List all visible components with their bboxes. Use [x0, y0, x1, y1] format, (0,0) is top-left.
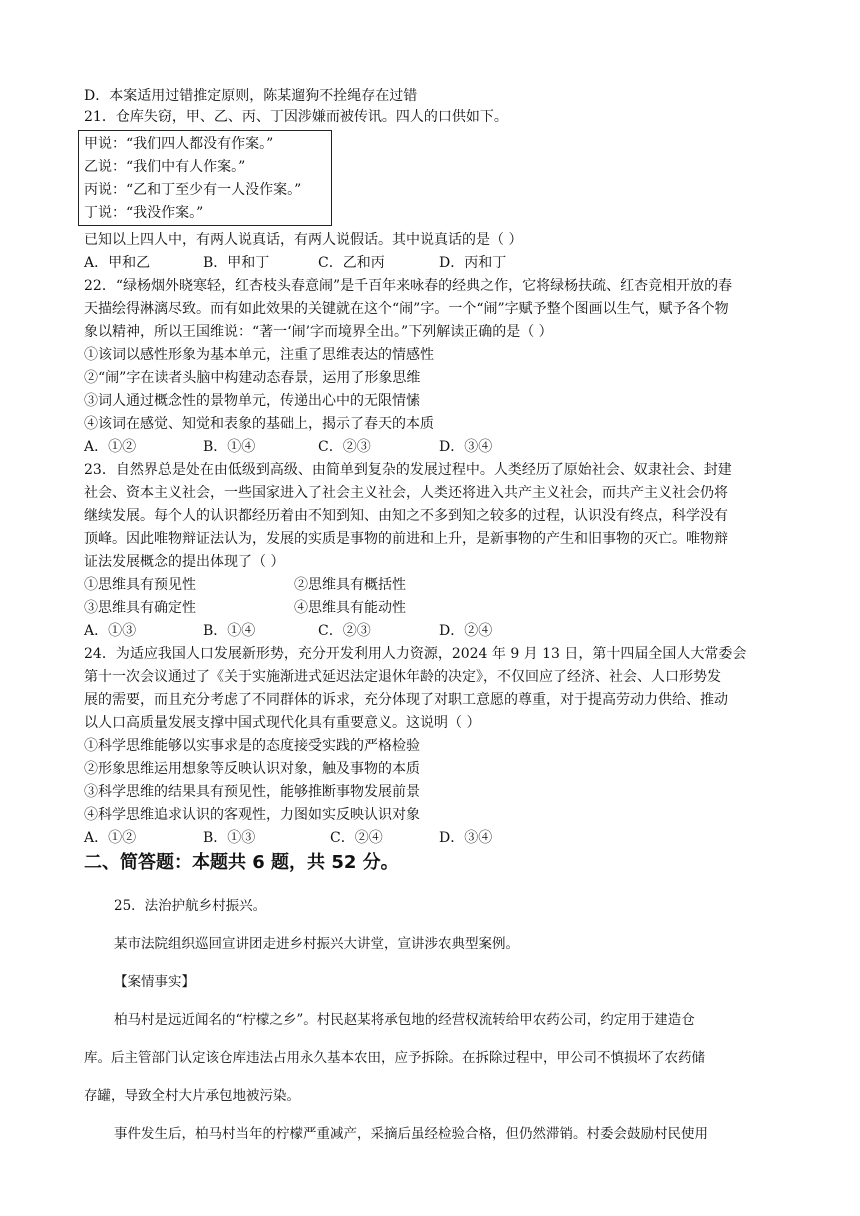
q22-stem-line: 22．“绿杨烟外晓寒轻，红杏枝头春意闹”是千百年来咏春的经典之作，它将绿杨扶疏、红杏竞相开放的春: [84, 278, 733, 294]
q22-statement: ①该词以感性形象为基本单元，注重了思维表达的情感性: [84, 347, 434, 363]
q24-statement: ①科学思维能够以实事求是的态度接受实践的严格检验: [84, 738, 420, 754]
q23-statement: ①思维具有预见性: [84, 577, 196, 593]
q22-option: C．②③: [318, 439, 371, 455]
section-title: 二、简答题：本题共 6 题，共 52 分。: [84, 852, 399, 873]
q22-statement: ④该词在感觉、知觉和表象的基础上，揭示了春天的本质: [84, 416, 434, 432]
q22-stem-line: 天描绘得淋漓尽致。而有如此效果的关键就在这个“闹”字。一个“闹”字赋予整个图画以生气，赋予各个物: [84, 301, 729, 317]
q22-statement: ②“闹”字在读者头脑中构建动态春景，运用了形象思维: [84, 370, 421, 386]
q23-stem-line: 23．自然界总是处在由低级到高级、由简单到复杂的发展过程中。人类经历了原始社会、奴隶社会、封建: [84, 462, 732, 478]
q23-stem-line: 顶峰。因此唯物辩证法认为，发展的实质是事物的前进和上升，是新事物的产生和旧事物的灭亡。唯物辩: [84, 531, 728, 547]
case-paragraph-line: 柏马村是远近闻名的“柠檬之乡”。村民赵某将承包地的经营权流转给甲农药公司，约定用于建造仓: [114, 1012, 695, 1028]
q20-option-d: D．本案适用过错推定原则，陈某遛狗不拴绳存在过错: [84, 88, 418, 104]
testimony-ding: 丁说：“我没作案。”: [84, 205, 204, 221]
testimony-yi: 乙说：“我们中有人作案。”: [84, 159, 246, 175]
q24-option: D．③④: [439, 830, 493, 846]
case-paragraph-line: 存罐，导致全村大片承包地被污染。: [84, 1088, 300, 1104]
q24-stem-line: 第十一次会议通过了《关于实施渐进式延迟法定退休年龄的决定》，不仅回应了经济、社会、人口形势发: [84, 669, 721, 685]
q24-statement: ④科学思维追求认识的客观性，力图如实反映认识对象: [84, 807, 420, 823]
case-paragraph-line: 事件发生后，柏马村当年的柠檬严重减产，采摘后虽经检验合格，但仍然滞销。村委会鼓励村民使用: [114, 1126, 708, 1142]
q22-option: B．①④: [203, 439, 256, 455]
q23-option: C．②③: [318, 623, 371, 639]
q24-stem-line: 24．为适应我国人口发展新形势，充分开发利用人力资源，2024 年 9 月 13 日，第十四届全国人大常委会: [84, 646, 747, 662]
q24-option: C．②④: [330, 830, 383, 846]
q23-stem-line: 社会、资本主义社会，一些国家进入了社会主义社会，人类还将进入共产主义社会，而共产主义社会仍将: [84, 485, 728, 501]
q23-statement: ③思维具有确定性: [84, 600, 196, 616]
q23-statement: ④思维具有能动性: [294, 600, 406, 616]
q21-option: B．甲和丁: [203, 255, 270, 271]
q24-stem-line: 以人口高质量发展支撑中国式现代化具有重要意义。这说明（ ）: [84, 715, 481, 731]
q23-statement: ②思维具有概括性: [294, 577, 406, 593]
q22-option: D．③④: [439, 439, 493, 455]
facts-heading: 【案情事实】: [114, 974, 195, 990]
q25-intro: 某市法院组织巡回宣讲团走进乡村振兴大讲堂，宣讲涉农典型案例。: [114, 936, 519, 952]
q22-statement: ③词人通过概念性的景物单元，传递出心中的无限情愫: [84, 393, 420, 409]
q24-option: A．①②: [84, 830, 137, 846]
q24-stem-line: 展的需要，而且充分考虑了不同群体的诉求，充分体现了对职工意愿的尊重，对于提高劳动力供给、推动: [84, 692, 728, 708]
q23-stem-line: 继续发展。每个人的认识都经历着由不知到知、由知之不多到知之较多的过程，认识没有终点，科学没有: [84, 508, 728, 524]
q23-option: B．①④: [203, 623, 256, 639]
testimony-bing: 丙说：“乙和丁至少有一人没作案。”: [84, 182, 302, 198]
q25-title: 25．法治护航乡村振兴。: [114, 898, 267, 914]
q23-option: A．①③: [84, 623, 137, 639]
q23-stem-line: 证法发展概念的提出体现了（ ）: [84, 554, 285, 570]
q23-option: D．②④: [439, 623, 493, 639]
q21-question: 已知以上四人中，有两人说真话，有两人说假话。其中说真话的是（ ）: [84, 232, 523, 248]
q21-option: D．丙和丁: [439, 255, 507, 271]
q24-statement: ③科学思维的结果具有预见性，能够推断事物发展前景: [84, 784, 420, 800]
testimony-jia: 甲说：“我们四人都没有作案。”: [84, 136, 274, 152]
q21-option: A．甲和乙: [84, 255, 151, 271]
q22-stem-line: 象以精神，所以王国维说：“著一‘闹’字而境界全出。”下列解读正确的是（ ）: [84, 324, 553, 340]
q21-testimony-box: [78, 130, 332, 226]
q21-stem: 21．仓库失窃，甲、乙、丙、丁因涉嫌而被传讯。四人的口供如下。: [84, 109, 508, 125]
q24-statement: ②形象思维运用想象等反映认识对象，触及事物的本质: [84, 761, 420, 777]
case-paragraph-line: 库。后主管部门认定该仓库违法占用永久基本农田，应予拆除。在拆除过程中，甲公司不慎损坏了农药储: [84, 1050, 705, 1066]
q21-option: C．乙和丙: [318, 255, 385, 271]
q22-option: A．①②: [84, 439, 137, 455]
q24-option: B．①③: [203, 830, 256, 846]
